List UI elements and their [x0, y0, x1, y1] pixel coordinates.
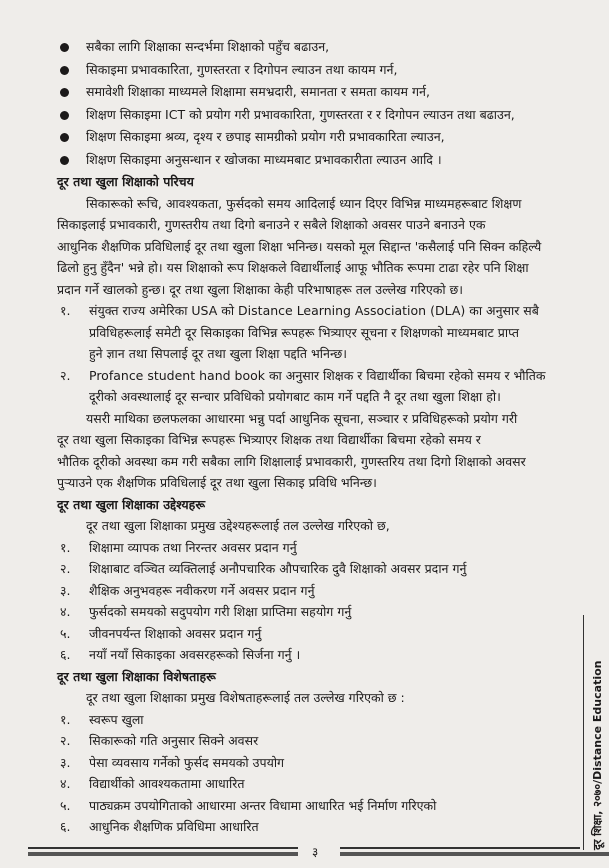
goals-bullet-list	[57, 38, 569, 170]
intro-heading: दूर तथा खुला शिक्षाको परिचय	[57, 174, 194, 189]
features-item: स्वरूप खुला	[89, 711, 144, 727]
goal-item: शिक्षण सिकाइमा ICT को प्रयोग गरी प्रभावकारिता, गुणस्तरता र र दिगोपन ल्याउन तथा बढाउन,	[86, 106, 515, 122]
objectives-heading: दूर तथा खुला शिक्षाका उद्देश्यहरू	[57, 496, 206, 512]
goal-item: समावेशी शिक्षाका माध्यमले शिक्षामा समभ्रदारी, समानता र समता कायम गर्न,	[86, 84, 430, 99]
goal-row	[57, 38, 569, 57]
features-item: पेसा व्यवसाय गर्नेको फुर्सद समयको उपयोग	[89, 754, 285, 770]
summary-line: दूर तथा खुला सिकाइका विभिन्न रूपहरू भित्र्याएर शिक्षक तथा विद्यार्थीका बिचमा रहेको समय र	[57, 432, 481, 447]
objectives-item: नयाँ नयाँ सिकाइका अवसरहरूको सिर्जना गर्नु ।	[89, 647, 301, 662]
goal-item: सबैका लागि शिक्षाका सन्दर्भमा शिक्षाको पहुँच बढाउन,	[86, 39, 330, 54]
bullet-marker	[57, 151, 86, 170]
features-number: १.	[60, 711, 71, 727]
objectives-number: ३.	[60, 582, 71, 598]
bullet-icon	[60, 43, 69, 52]
definition-item	[57, 367, 569, 407]
features-row	[57, 732, 569, 750]
goal-row	[57, 128, 569, 147]
intro-line: आधुनिक शैक्षणिक प्रविधिलाई दूर तथा खुला शिक्षा भनिन्छ। यसको मूल सिद्दान्त 'कसैलाई पनि सिक्न कहिल्यै	[57, 238, 542, 254]
objectives-item: शैक्षिक अनुभवहरू नवीकरण गर्ने अवसर प्रदान गर्नु	[89, 582, 315, 598]
page-number: ३	[312, 845, 319, 859]
features-item: विद्यार्थीको आवश्यकतामा आधारित	[89, 776, 245, 791]
bullet-icon	[60, 111, 69, 120]
summary-line: पुर्‍याउने एक शैक्षणिक प्रविधिलाई दूर तथा खुला सिकाइ प्रविधि भनिन्छ।	[57, 475, 377, 490]
objectives-row	[57, 625, 569, 643]
features-list	[57, 711, 569, 837]
goal-row	[57, 83, 569, 102]
bullet-marker	[57, 106, 86, 125]
bullet-marker	[57, 38, 86, 57]
bullet-marker	[57, 128, 86, 147]
objectives-item: जीवनपर्यन्त शिक्षाको अवसर प्रदान गर्नु	[89, 625, 262, 641]
objectives-row	[57, 560, 569, 578]
intro-line: सिकारूको रूचि, आवश्यकता, फुर्सदको समय आदिलाई ध्यान दिएर विभिन्न माध्यमहरूबाट शिक्षण	[86, 195, 522, 211]
features-row	[57, 775, 569, 793]
footer-rule-right-thick	[340, 852, 609, 856]
bullet-marker	[57, 83, 86, 102]
bullet-icon	[60, 133, 69, 142]
features-row	[57, 818, 569, 836]
objectives-item: फुर्सदको समयको सदुपयोग गरी शिक्षा प्राप्तिमा सहयोग गर्नु	[89, 604, 352, 619]
goal-row	[57, 151, 569, 170]
definition-number: २.	[60, 367, 71, 383]
definition-line: Profance student hand book का अनुसार शिक्षक र विद्यार्थीका बिचमा रहेको समय र भौतिक	[89, 367, 546, 383]
definition-line: संयुक्त राज्य अमेरिका USA को Distance Learning Association (DLA) का अनुसार सबै	[89, 303, 539, 318]
intro-line: सिकाइलाई प्रभावकारी, गुणस्तरीय तथा दिगो बनाउने र सबैले शिक्षाको अवसर पाउने बनाउने एक	[57, 217, 486, 232]
intro-line: ढिलो हुनु हुँदैन' भन्ने हो। यस शिक्षाको रूप शिक्षकले विद्यार्थीलाई आफू भौतिक रूपमा टाढा रहेर पनि शिक्षा	[57, 260, 529, 275]
features-number: ४.	[60, 776, 71, 791]
features-number: ३.	[60, 754, 71, 770]
side-label: दूर शिक्षा, २०७०/Distance Education	[591, 660, 604, 850]
definition-number: १.	[60, 303, 71, 318]
goal-item: शिक्षण सिकाइमा श्रव्य, दृश्य र छपाइ सामग्रीको प्रयोग गरी प्रभावकारिता ल्याउन,	[86, 129, 445, 144]
bullet-icon	[60, 66, 69, 75]
definition-item	[57, 302, 569, 363]
footer-rule-left	[28, 847, 298, 849]
goal-item: शिक्षण सिकाइमा अनुसन्धान र खोजका माध्यमबाट प्रभावकारीता ल्याउन आदि ।	[86, 151, 442, 167]
goal-row	[57, 106, 569, 125]
goal-row	[57, 61, 569, 80]
objectives-row	[57, 582, 569, 600]
page-footer	[28, 844, 609, 868]
objectives-list	[57, 539, 569, 665]
objectives-intro: दूर तथा खुला शिक्षाका प्रमुख उद्देश्यहरूलाई तल उल्लेख गरिएको छ,	[86, 518, 390, 533]
objectives-number: १.	[60, 539, 71, 555]
objectives-number: ६.	[60, 647, 71, 662]
definition-line: हुने ज्ञान तथा सिपलाई दूर तथा खुला शिक्षा पद्दति भनिन्छ।	[89, 346, 348, 361]
objectives-row	[57, 603, 569, 621]
features-row	[57, 797, 569, 815]
summary-line: भौतिक दूरीको अवस्था कम गरी सबैका लागि शिक्षालाई प्रभावकारी, गुणस्तरिय तथा दिगो शिक्षाको अवसर	[57, 453, 526, 469]
summary-line: यसरी माथिका छलफलका आधारमा भन्नु पर्दा आधुनिक सूचना, सञ्चार र प्रविधिहरूको प्रयोग गरी	[86, 410, 518, 426]
features-number: ६.	[60, 819, 71, 834]
features-row	[57, 754, 569, 772]
bullet-marker	[57, 61, 86, 80]
side-vertical-rule	[583, 615, 584, 850]
objectives-row	[57, 646, 569, 664]
features-item: पाठ्यक्रम उपयोगिताको आधारमा अन्तर विधामा आधारित भई निर्माण गरिएको	[89, 797, 437, 813]
footer-rule-left-thick	[28, 852, 298, 856]
page-content	[57, 0, 569, 836]
features-intro: दूर तथा खुला शिक्षाका प्रमुख विशेषताहरूलाई तल उल्लेख गरिएको छ :	[86, 690, 405, 705]
objectives-number: २.	[60, 561, 71, 576]
bullet-icon	[60, 88, 69, 97]
features-heading: दूर तथा खुला शिक्षाका विशेषताहरू	[57, 668, 216, 684]
features-item: आधुनिक शैक्षणिक प्रविधिमा आधारित	[89, 819, 259, 834]
features-row	[57, 711, 569, 729]
objectives-item: शिक्षामा व्यापक तथा निरन्तर अवसर प्रदान गर्नु	[89, 539, 297, 555]
goal-item: सिकाइमा प्रभावकारिता, गुणस्तरता र दिगोपन ल्याउन तथा कायम गर्न,	[86, 61, 398, 77]
features-number: २.	[60, 733, 71, 748]
features-item: सिकारूको गति अनुसार सिक्ने अवसर	[89, 733, 259, 748]
objectives-row	[57, 539, 569, 557]
definition-line: प्रविधिहरूलाई समेटी दूर सिकाइका विभिन्न रूपहरू भित्र्याएर सूचना र शिक्षणको माध्यमबाट प्राप्त	[89, 324, 520, 340]
objectives-number: ४.	[60, 604, 71, 619]
bullet-icon	[60, 156, 69, 165]
objectives-item: शिक्षाबाट वञ्चित व्यक्तिलाई अनौपचारिक औपचारिक दुवै शिक्षाको अवसर प्रदान गर्नु	[89, 561, 467, 576]
intro-line: प्रदान गर्ने खालको हुन्छ। दूर तथा खुला शिक्षाका केही परिभाषाहरू तल उल्लेख गरिएको छ।	[57, 281, 464, 297]
definition-line: दूरीको अवस्थालाई दूर सन्चार प्रविधिको प्रयोगबाट काम गर्ने पद्दति नै दूर तथा खुला शिक्षा हो।	[89, 389, 501, 404]
objectives-number: ५.	[60, 625, 71, 641]
footer-rule-right	[340, 847, 580, 849]
features-number: ५.	[60, 797, 71, 813]
